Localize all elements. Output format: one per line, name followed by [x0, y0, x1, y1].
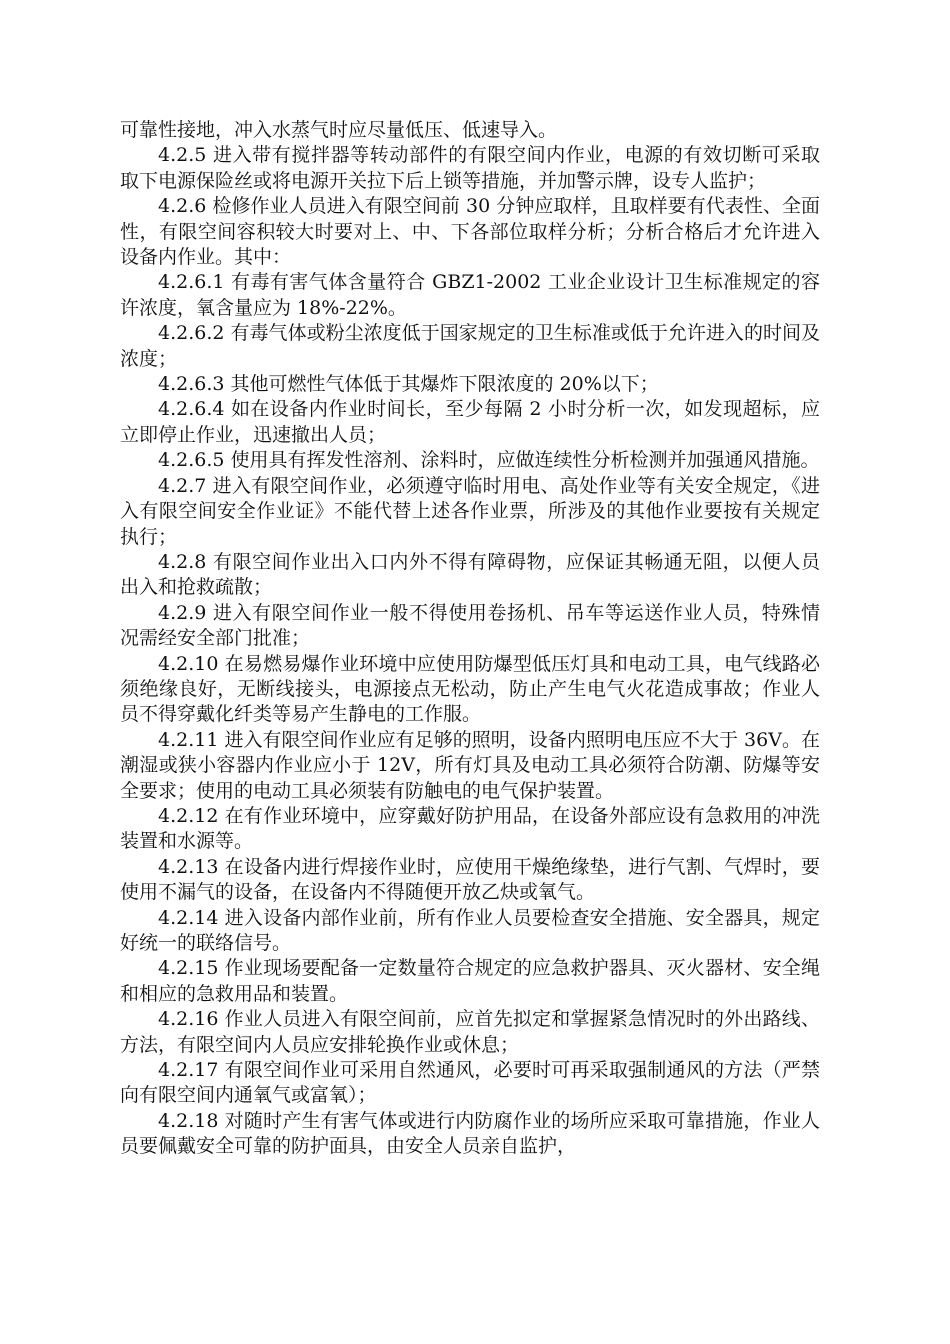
clause-4-2-9: 4.2.9 进入有限空间作业一般不得使用卷扬机、吊车等运送作业人员，特殊情况需经安全部门批准；	[120, 601, 820, 650]
clause-4-2-11: 4.2.11 进入有限空间作业应有足够的照明，设备内照明电压应不大于 36V。在潮湿或狭小容器内作业应小于 12V，所有灯具及电动工具必须符合防潮、防爆等安全要求；使用的电动工具必须装有防触电的电气保护装置。	[120, 728, 820, 802]
clause-4-2-17: 4.2.17 有限空间作业可采用自然通风，必要时可再采取强制通风的方法（严禁向有限空间内通氧气或富氧）；	[120, 1059, 820, 1107]
clause-4-2-14: 4.2.14 进入设备内部作业前，所有作业人员要检查安全措施、安全器具，规定好统一的联络信号。	[120, 906, 820, 954]
clause-4-2-13: 4.2.13 在设备内进行焊接作业时，应使用干燥绝缘垫，进行气割、气焊时，要使用不漏气的设备，在设备内不得随便开放乙炔或氧气。	[120, 855, 820, 904]
clause-4-2-12: 4.2.12 在有作业环境中，应穿戴好防护用品，在设备外部应设有急救用的冲洗装置和水源等。	[120, 804, 820, 853]
clause-4-2-18: 4.2.18 对随时产生有害气体或进行内防腐作业的场所应采取可靠措施，作业人员要佩戴安全可靠的防护面具，由安全人员亲自监护，	[120, 1109, 820, 1158]
clause-4-2-15: 4.2.15 作业现场要配备一定数量符合规定的应急救护器具、灭火器材、安全绳和相应的急救用品和装置。	[120, 957, 820, 1005]
document-page	[120, 118, 820, 1160]
clause-4-2-6-5: 4.2.6.5 使用具有挥发性溶剂、涂料时，应做连续性分析检测并加强通风措施。	[158, 449, 820, 472]
clause-4-2-8: 4.2.8 有限空间作业出入口内外不得有障碍物，应保证其畅通无阻，以便人员出入和抢救疏散；	[120, 550, 820, 599]
clause-4-2-16: 4.2.16 作业人员进入有限空间前，应首先拟定和掌握紧急情况时的外出路线、方法，有限空间内人员应安排轮换作业或休息；	[120, 1008, 820, 1056]
clause-4-2-5: 4.2.5 进入带有搅拌器等转动部件的有限空间内作业，电源的有效切断可采取取下电源保险丝或将电源开关拉下后上锁等措施，并加警示牌，设专人监护；	[120, 144, 820, 192]
clause-4-2-6: 4.2.6 检修作业人员进入有限空间前 30 分钟应取样，且取样要有代表性、全面性，有限空间容积较大时要对上、中、下各部位取样分析；分析合格后才允许进入设备内作业。其中：	[120, 195, 820, 269]
paragraph-continuation: 可靠性接地，冲入水蒸气时应尽量低压、低速导入。	[120, 119, 558, 141]
clause-4-2-6-2: 4.2.6.2 有毒气体或粉尘浓度低于国家规定的卫生标准或低于允许进入的时间及浓度；	[120, 322, 820, 370]
clause-4-2-7: 4.2.7 进入有限空间作业，必须遵守临时用电、高处作业等有关安全规定，《进入有限空间安全作业证》不能代替上述各作业票，所涉及的其他作业要按有关规定执行；	[120, 474, 820, 548]
clause-4-2-6-1: 4.2.6.1 有毒有害气体含量符合 GBZ1-2002 工业企业设计卫生标准规定的容许浓度，氧含量应为 18%-22%。	[120, 271, 820, 319]
clause-4-2-10: 4.2.10 在易燃易爆作业环境中应使用防爆型低压灯具和电动工具，电气线路必须绝缘良好，无断线接头，电源接点无松动，防止产生电气火花造成事故；作业人员不得穿戴化纤类等易产生静电的工作服。	[120, 652, 820, 726]
clause-4-2-6-4: 4.2.6.4 如在设备内作业时间长，至少每隔 2 小时分析一次，如发现超标，应立即停止作业，迅速撤出人员；	[120, 398, 820, 446]
clause-4-2-6-3: 4.2.6.3 其他可燃性气体低于其爆炸下限浓度的 20%以下；	[158, 373, 659, 396]
